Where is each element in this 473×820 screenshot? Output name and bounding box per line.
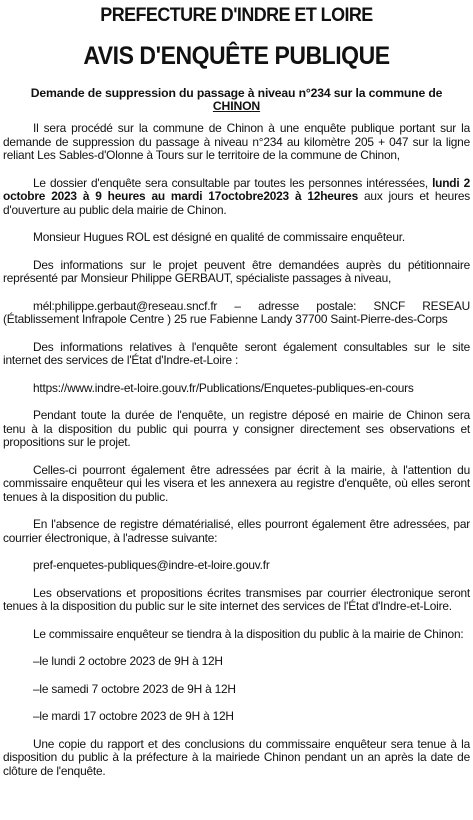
- paragraph-permanences: Le commissaire enquêteur se tiendra à la disposition du public à la mairie de Chinon:: [33, 626, 464, 641]
- paragraph-website: Des informations relatives à l'enquête seront également consultables sur le site internet des services de l'État d'Indre-et-Loire :: [3, 339, 470, 367]
- notice-subject: [3, 87, 470, 113]
- paragraph-register: Pendant toute la durée de l'enquête, un registre déposé en mairie de Chinon sera tenu à la disposition du public qui pourra y consigner directement ses observations et propositions sur le projet.: [3, 408, 470, 449]
- paragraph-written-observations: Celles-ci pourront également être adressées par écrit à la mairie, à l'attention du commissaire enquêteur qui les visera et les annexera au registre d'enquête, où elles seront tenues à la disposition du public.: [3, 462, 470, 504]
- notice-title: AVIS D'ENQUÊTE PUBLIQUE: [83, 42, 390, 70]
- prefecture-heading: PREFECTURE D'INDRE ET LOIRE: [100, 4, 373, 26]
- dossier-text-b: aux jours et heures d'ouverture au public dela mairie de Chinon.: [3, 189, 470, 217]
- permanence-date-3: –le mardi 17 octobre 2023 de 9H à 12H: [33, 709, 234, 723]
- paragraph-dossier: [3, 177, 470, 218]
- subject-line-2: CHINON: [212, 99, 261, 113]
- permanence-date-1: –le lundi 2 octobre 2023 de 9H à 12H: [33, 654, 223, 668]
- paragraph-commissioner: Monsieur Hugues ROL est désigné en qualité de commissaire enquêteur.: [33, 230, 405, 244]
- permanence-date-2: –le samedi 7 octobre 2023 de 9H à 12H: [33, 681, 236, 696]
- subject-line-1: Demande de suppression du passage à niveau n°234 sur la commune de: [30, 86, 443, 100]
- paragraph-email-submission: En l'absence de registre dématérialisé, elles pourront également être adressées, par courrier électronique, à l'adresse suivante:: [3, 517, 470, 545]
- dossier-text-a: Le dossier d'enquête sera consultable par toutes les personnes intéressées,: [33, 175, 433, 190]
- website-url[interactable]: https://www.indre-et-loire.gouv.fr/Publications/Enquetes-publiques-en-cours: [33, 380, 414, 395]
- paragraph-intro: Il sera procédé sur la commune de Chinon à une enquête publique portant sur la demande de suppression du passage à niveau n°234 au kilomètre 205 + 047 sur la ligne reliant Les Sables-d'Olonne à Tours sur le territoire de la commune de Chinon,: [3, 121, 470, 162]
- paragraph-contact: mél:philippe.gerbaut@reseau.sncf.fr – adresse postale: SNCF RESEAU (Établissement Infrapole Centre ) 25 rue Fabienne Landy 37700 Saint-Pierre-des-Corps: [3, 298, 470, 326]
- paragraph-email-observations: Les observations et propositions écrites transmises par courrier électronique seront tenues à la disposition du public sur le site internet des services de l'État d'Indre-et-Loire.: [3, 585, 470, 613]
- paragraph-information: Des informations sur le projet peuvent être demandées auprès du pétitionnaire représenté par Monsieur Philippe GERBAUT, spécialiste passages à niveau,: [3, 257, 470, 285]
- dossier-dates: lundi 2 octobre 2023 à 9 heures au mardi 17octobre2023 à 12heures: [3, 175, 470, 203]
- paragraph-report: Une copie du rapport et des conclusions du commissaire enquêteur sera tenue à la disposition du public à la préfecture à la mairiede Chinon pendant un an après la date de clôture de l'enquête.: [3, 736, 470, 778]
- email-address[interactable]: pref-enquetes-publiques@indre-et-loire.gouv.fr: [33, 558, 270, 572]
